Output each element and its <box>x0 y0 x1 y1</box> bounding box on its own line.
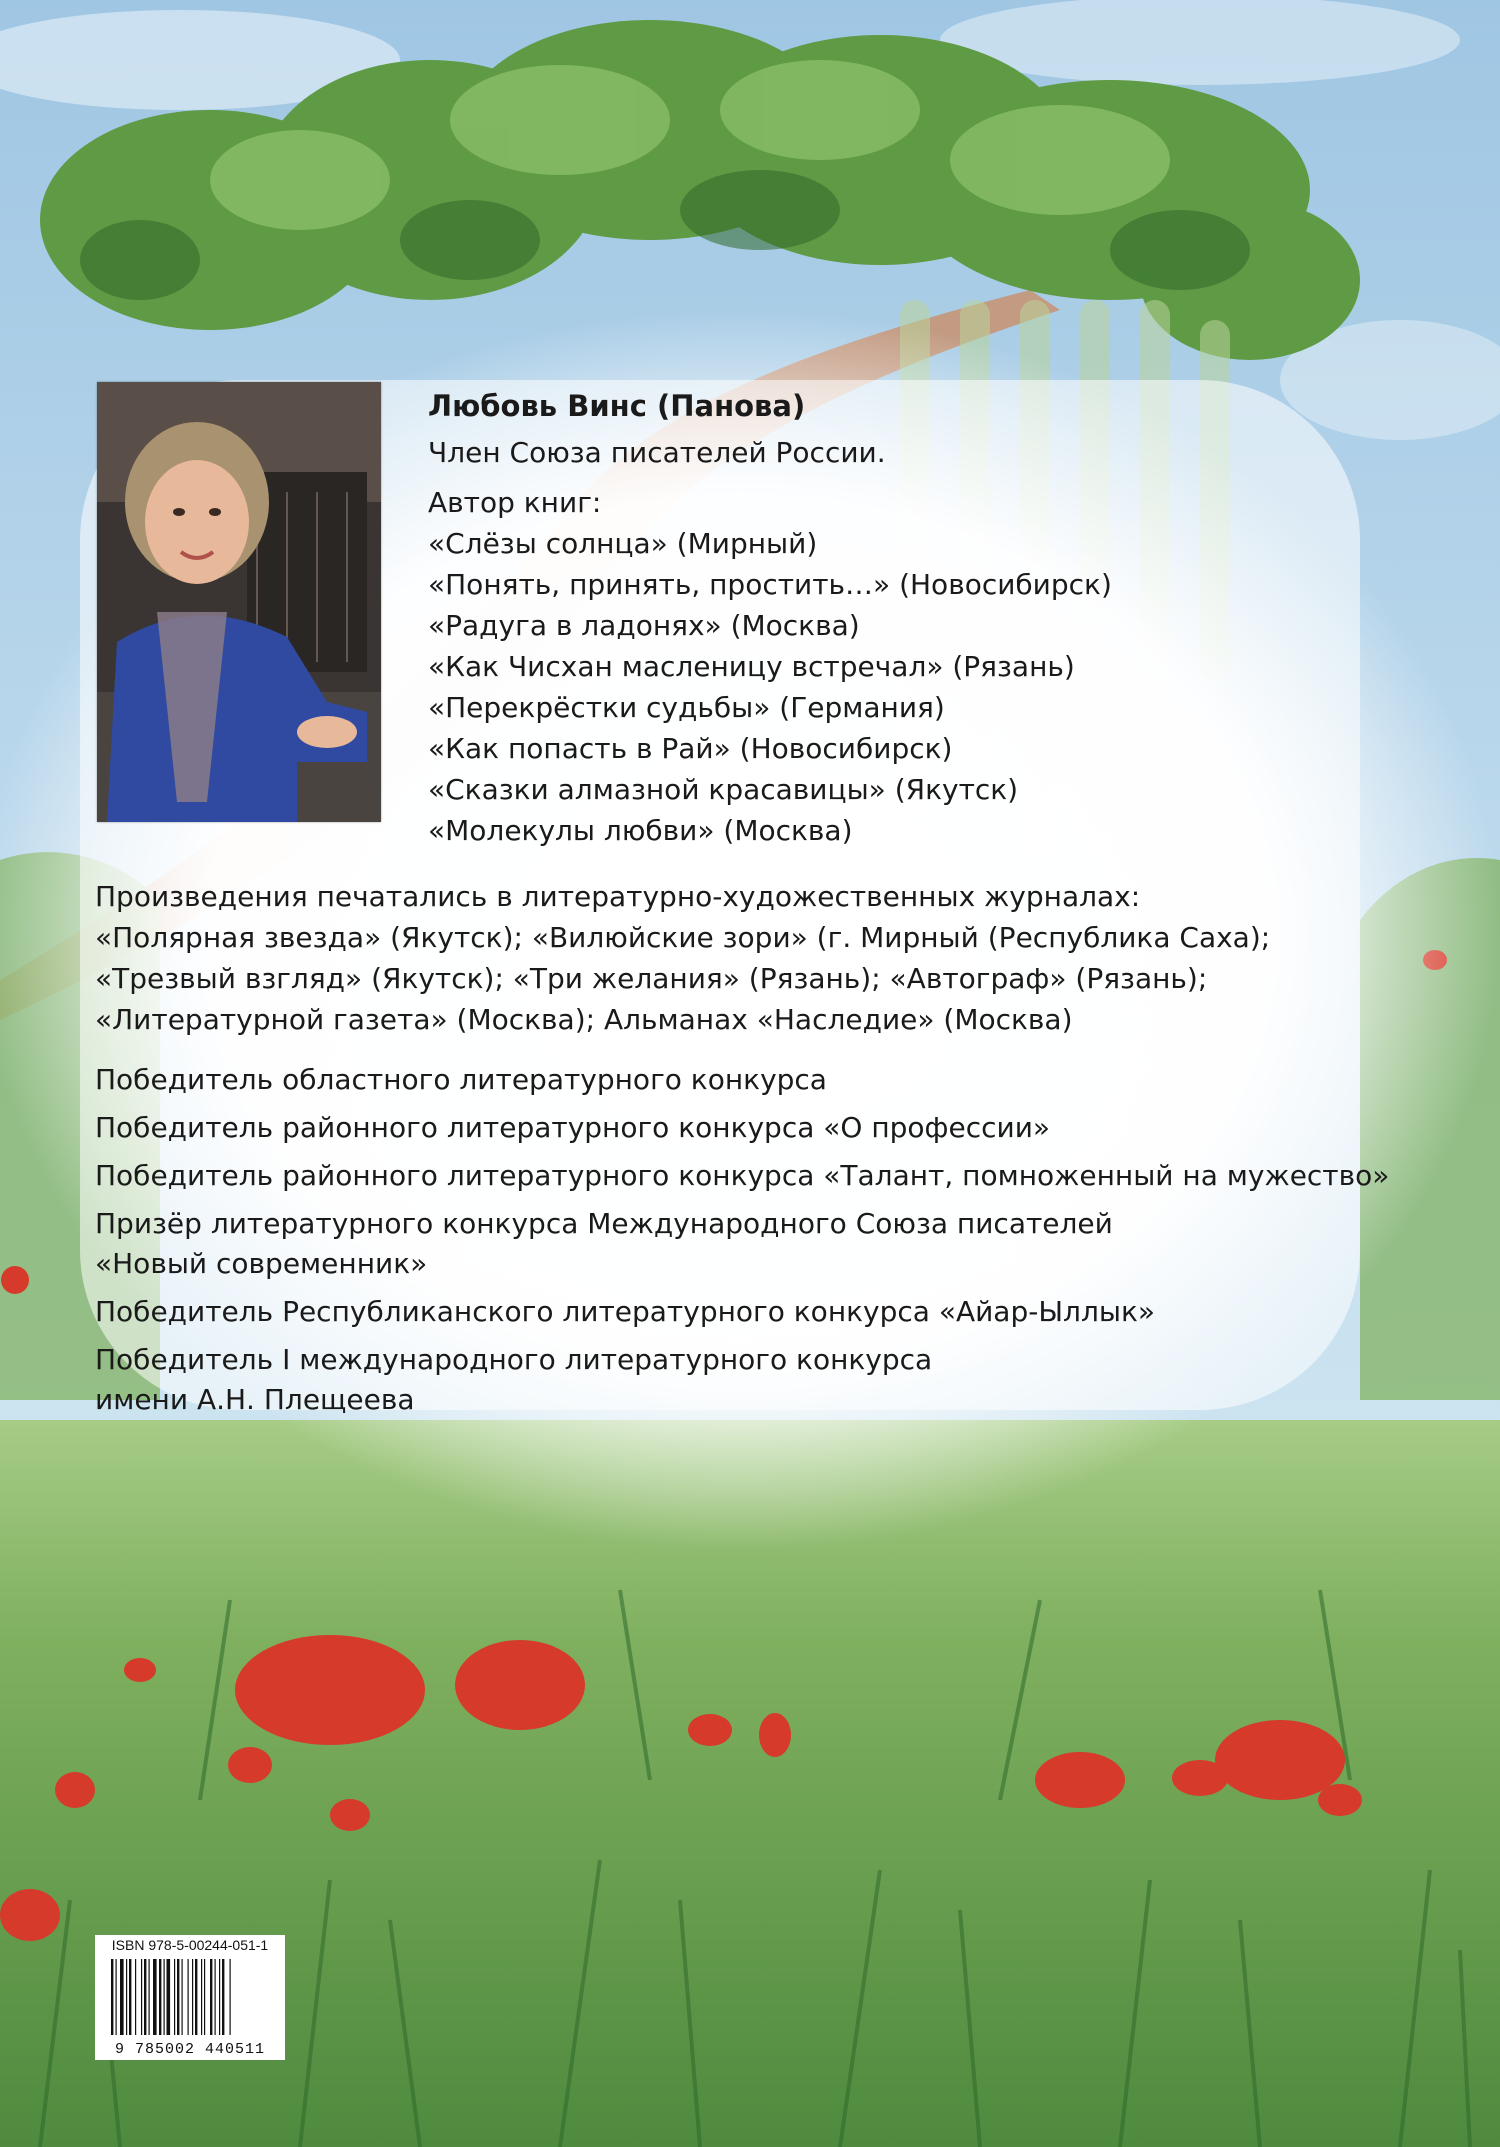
awards-list <box>95 1060 1425 1420</box>
award-item <box>95 1204 1425 1284</box>
barcode-icon <box>109 1959 271 2035</box>
isbn-label: ISBN 978-5-00244-051-1 <box>111 1937 269 1953</box>
author-photo <box>97 382 381 822</box>
book-item: «Сказки алмазной красавицы» (Якутск) <box>428 773 1019 806</box>
isbn-ean-digits: 9 785002 440511 <box>114 2041 266 2058</box>
award-line: Победитель районного литературного конкурса «Талант, помноженный на мужество» <box>95 1159 1390 1192</box>
book-item: «Понять, принять, простить…» (Новосибирск) <box>428 568 1112 601</box>
publications-line: Произведения печатались в литературно-художественных журналах: <box>95 880 1141 913</box>
bio-details <box>95 876 1425 1428</box>
books-list <box>428 523 1448 851</box>
author-membership: Член Союза писателей России. <box>428 436 886 469</box>
author-name: Любовь Винс (Панова) <box>428 389 806 423</box>
book-item: «Молекулы любви» (Москва) <box>428 814 853 847</box>
award-line: Победитель областного литературного конкурса <box>95 1063 827 1096</box>
award-item <box>95 1340 1425 1420</box>
award-line: Победитель I международного литературного конкурса <box>95 1343 933 1376</box>
award-line: Призёр литературного конкурса Международного Союза писателей <box>95 1207 1113 1240</box>
award-item <box>95 1156 1425 1196</box>
award-line: «Новый современник» <box>95 1247 428 1280</box>
award-line: Победитель районного литературного конкурса «О профессии» <box>95 1111 1051 1144</box>
books-intro: Автор книг: <box>428 486 602 519</box>
publications-line: «Трезвый взгляд» (Якутск); «Три желания» (Рязань); «Автограф» (Рязань); <box>95 962 1208 995</box>
book-item: «Радуга в ладонях» (Москва) <box>428 609 860 642</box>
publications <box>95 876 1425 1040</box>
book-item: «Слёзы солнца» (Мирный) <box>428 527 818 560</box>
book-item: «Как попасть в Рай» (Новосибирск) <box>428 732 953 765</box>
award-line: Победитель Республиканского литературного конкурса «Айар-Ыллык» <box>95 1295 1155 1328</box>
award-item <box>95 1108 1425 1148</box>
book-item: «Как Чисхан масленицу встречал» (Рязань) <box>428 650 1075 683</box>
award-item <box>95 1060 1425 1100</box>
award-line: имени А.Н. Плещеева <box>95 1383 415 1416</box>
publications-line: «Полярная звезда» (Якутск); «Вилюйские зори» (г. Мирный (Республика Саха); <box>95 921 1271 954</box>
publications-line: «Литературной газета» (Москва); Альманах «Наследие» (Москва) <box>95 1003 1073 1036</box>
award-item <box>95 1292 1425 1332</box>
book-item: «Перекрёстки судьбы» (Германия) <box>428 691 945 724</box>
author-info <box>428 386 1448 851</box>
isbn-barcode-box <box>95 1935 285 2060</box>
